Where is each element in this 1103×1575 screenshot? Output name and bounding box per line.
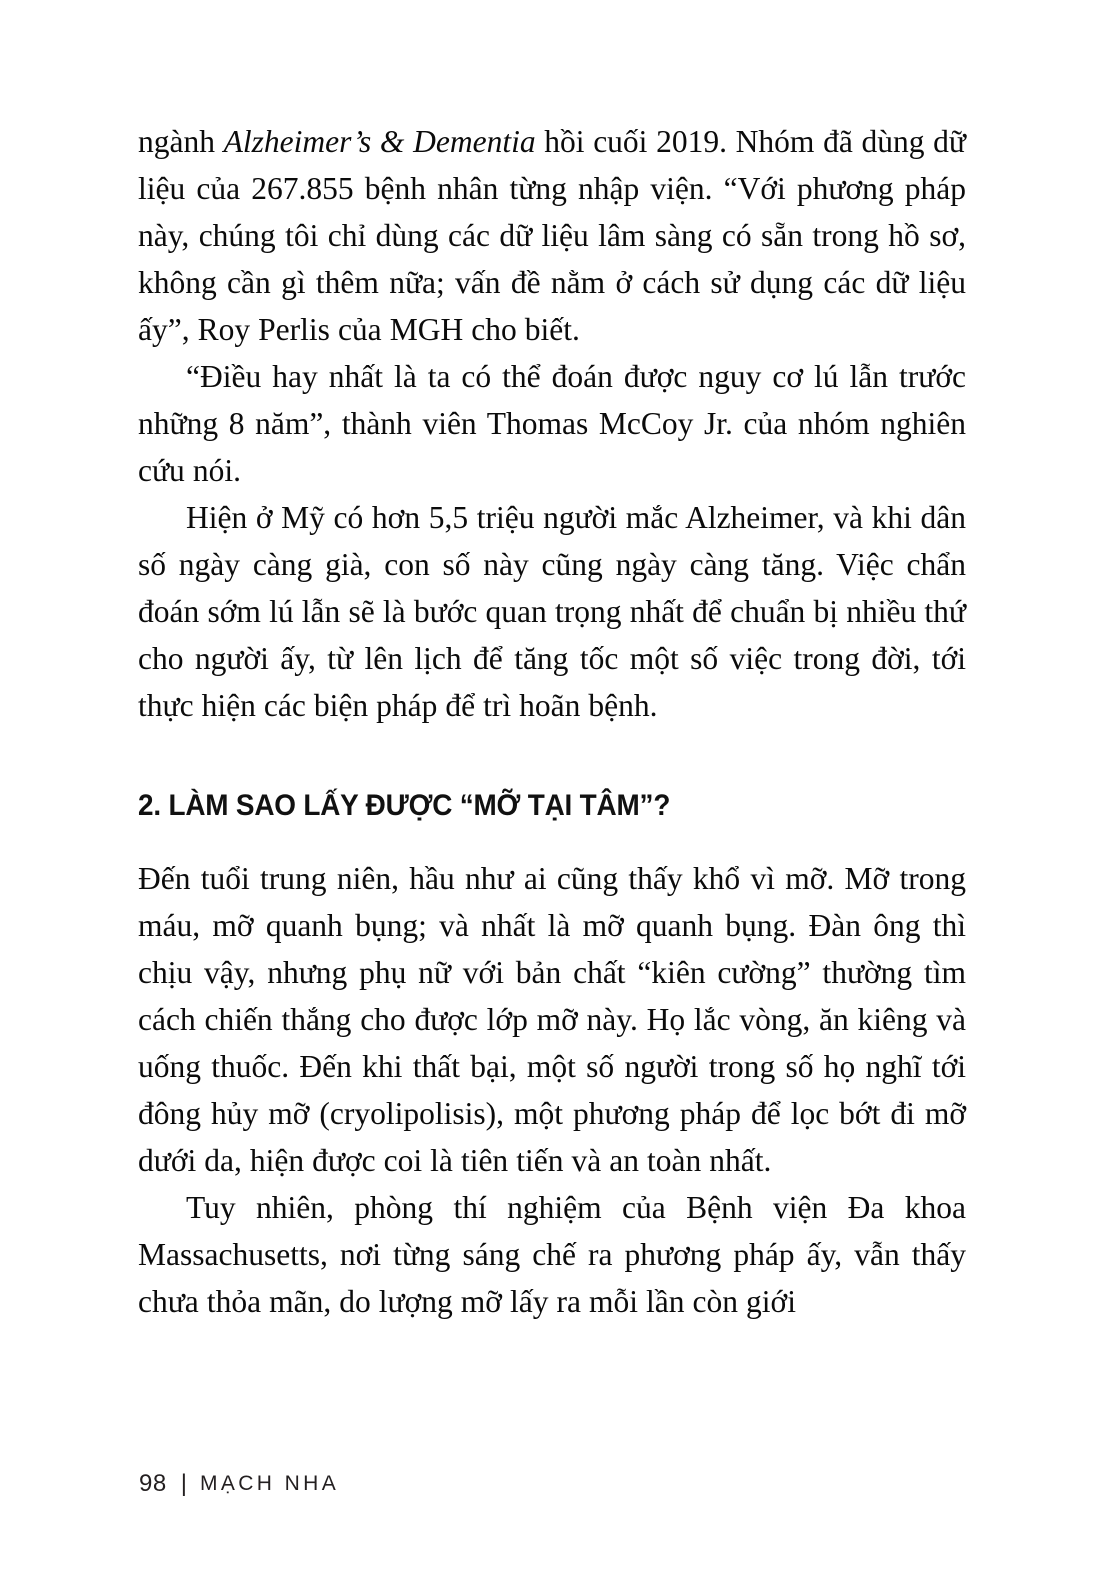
text-run: hồi cuối 2019. Nhóm đã dùng dữ liệu của 267.855 bệnh nhân từng nhập viện. “Với phương pháp này, chúng tôi chỉ dùng các dữ liệu lâm sàng có sẵn trong hồ sơ, không cần gì thêm nữa; vấn đề nằm ở cách sử dụng các dữ liệu ấy”, Roy Perlis của MGH cho biết. <box>138 124 966 347</box>
page-footer <box>139 1470 339 1498</box>
paragraph-massachusetts-lab <box>138 1184 966 1325</box>
paragraph-middle-age-fat <box>138 855 966 1184</box>
paragraph-alzheimers-dementia <box>138 118 966 353</box>
journal-title-italic: Alzheimer’s & Dementia <box>223 124 536 159</box>
paragraph-mccoy-quote <box>138 353 966 494</box>
footer-book-title: MẠCH NHA <box>199 1472 340 1495</box>
text-run: Tuy nhiên, phòng thí nghiệm của Bệnh viện Đa khoa Massachusetts, nơi từng sáng chế ra phương pháp ấy, vẫn thấy chưa thỏa mãn, do lượng mỡ lấy ra mỗi lần còn giới <box>138 1190 966 1319</box>
text-run: “Điều hay nhất là ta có thể đoán được nguy cơ lú lẫn trước những 8 năm”, thành viên Thomas McCoy Jr. của nhóm nghiên cứu nói. <box>138 359 966 488</box>
footer-page-number: 98 <box>139 1470 167 1497</box>
text-run: Đến tuổi trung niên, hầu như ai cũng thấy khổ vì mỡ. Mỡ trong máu, mỡ quanh bụng; và nhất là mỡ quanh bụng. Đàn ông thì chịu vậy, nhưng phụ nữ với bản chất “kiên cường” thường tìm cách chiến thắng cho được lớp mỡ này. Họ lắc vòng, ăn kiêng và uống thuốc. Đến khi thất bại, một số người trong số họ nghĩ tới đông hủy mỡ (cryolipolisis), một phương pháp để lọc bớt đi mỡ dưới da, hiện được coi là tiên tiến và an toàn nhất. <box>138 861 966 1178</box>
text-run: ngành <box>138 124 224 159</box>
text-column <box>138 118 966 1325</box>
section-heading: 2. LÀM SAO LẤY ĐƯỢC “MỠ TẠI TÂM”? <box>138 789 671 822</box>
section-heading-block <box>138 729 966 855</box>
footer-divider: | <box>180 1470 187 1497</box>
text-run: Hiện ở Mỹ có hơn 5,5 triệu người mắc Alzheimer, và khi dân số ngày càng già, con số này cũng ngày càng tăng. Việc chẩn đoán sớm lú lẫn sẽ là bước quan trọng nhất để chuẩn bị nhiều thứ cho người ấy, từ lên lịch để tăng tốc một số việc trong đời, tới thực hiện các biện pháp để trì hoãn bệnh. <box>138 500 966 723</box>
paragraph-us-statistics <box>138 494 966 729</box>
